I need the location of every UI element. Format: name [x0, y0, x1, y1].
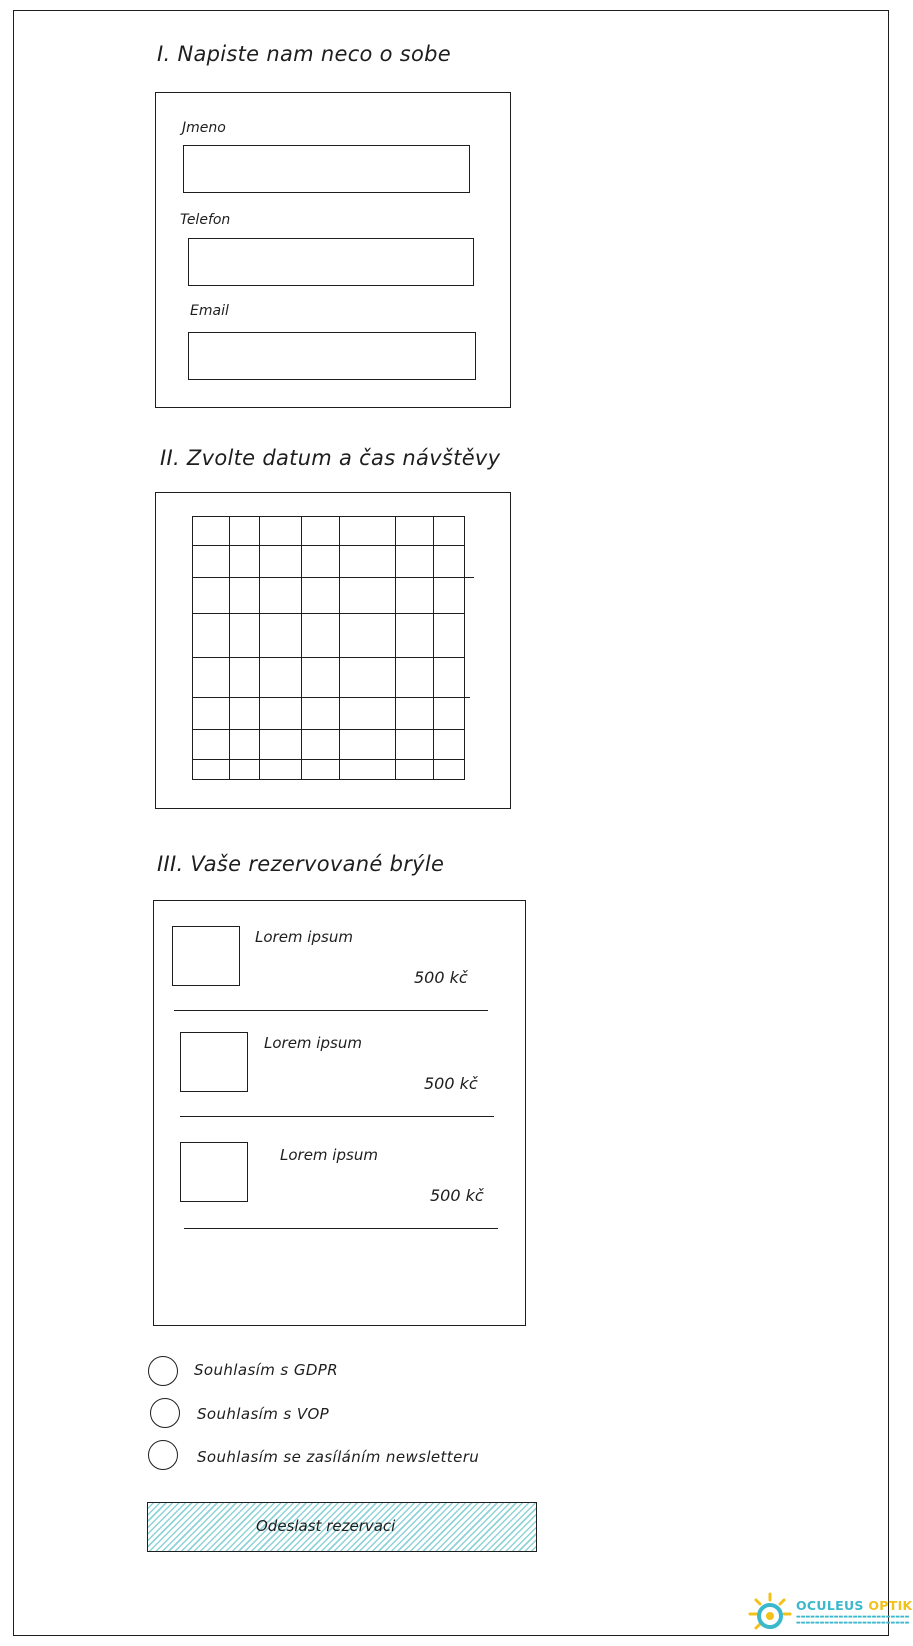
logo-wordmark: OCULEUS OPTIK [796, 1598, 913, 1613]
calendar-grid[interactable] [192, 516, 465, 780]
submit-reservation-button[interactable] [147, 1502, 537, 1552]
calendar-row-line [193, 697, 470, 698]
section-personal-title: I. Napiste nam neco o sobe [157, 42, 452, 66]
item-divider [184, 1228, 498, 1229]
calendar-column-line [433, 517, 434, 779]
logo-tagline: ▬▬▬▬▬▬▬▬▬▬▬▬▬▬▬▬▬▬▬▬▬▬▬▬ ▬▬▬▬▬▬▬▬▬▬▬▬▬▬▬▬▬▬▬▬▬▬▬▬ [796, 1614, 910, 1626]
calendar-column-line [301, 517, 302, 779]
glasses-price: 500 kč [414, 968, 468, 987]
item-divider [180, 1116, 494, 1117]
glasses-price: 500 kč [430, 1186, 484, 1205]
gdpr-radio[interactable] [148, 1356, 178, 1386]
newsletter-radio[interactable] [148, 1440, 178, 1470]
sun-eye-icon [748, 1592, 794, 1636]
calendar-row-line [193, 759, 464, 760]
calendar-column-line [229, 517, 230, 779]
glasses-name: Lorem ipsum [264, 1034, 362, 1052]
vop-radio[interactable] [150, 1398, 180, 1428]
calendar-column-line [259, 517, 260, 779]
glasses-name: Lorem ipsum [280, 1146, 378, 1164]
glasses-name: Lorem ipsum [255, 928, 353, 946]
calendar-column-line [339, 517, 340, 779]
calendar-row-line [193, 657, 464, 658]
calendar-row-line [193, 545, 464, 546]
section-datetime-title: II. Zvolte datum a čas návštěvy [160, 446, 501, 470]
name-label: Jmeno [182, 120, 226, 136]
item-divider [174, 1010, 488, 1011]
newsletter-label: Souhlasím se zasíláním newsletteru [197, 1448, 480, 1466]
phone-label: Telefon [180, 212, 231, 228]
calendar-row-line [193, 729, 464, 730]
glasses-thumbnail [180, 1032, 248, 1092]
gdpr-label: Souhlasím s GDPR [194, 1361, 339, 1379]
oculeus-optik-logo [748, 1592, 913, 1636]
calendar-column-line [395, 517, 396, 779]
name-input[interactable] [183, 145, 470, 193]
calendar-row-line [193, 613, 464, 614]
email-input[interactable] [188, 332, 476, 380]
phone-input[interactable] [188, 238, 474, 286]
glasses-thumbnail [172, 926, 240, 986]
glasses-price: 500 kč [424, 1074, 478, 1093]
submit-reservation-label: Odeslast rezervaci [256, 1517, 396, 1535]
section-glasses-title: III. Vaše rezervované brýle [157, 852, 445, 876]
glasses-thumbnail [180, 1142, 248, 1202]
email-label: Email [190, 303, 229, 319]
calendar-row-line [193, 577, 474, 578]
vop-label: Souhlasím s VOP [197, 1405, 330, 1423]
